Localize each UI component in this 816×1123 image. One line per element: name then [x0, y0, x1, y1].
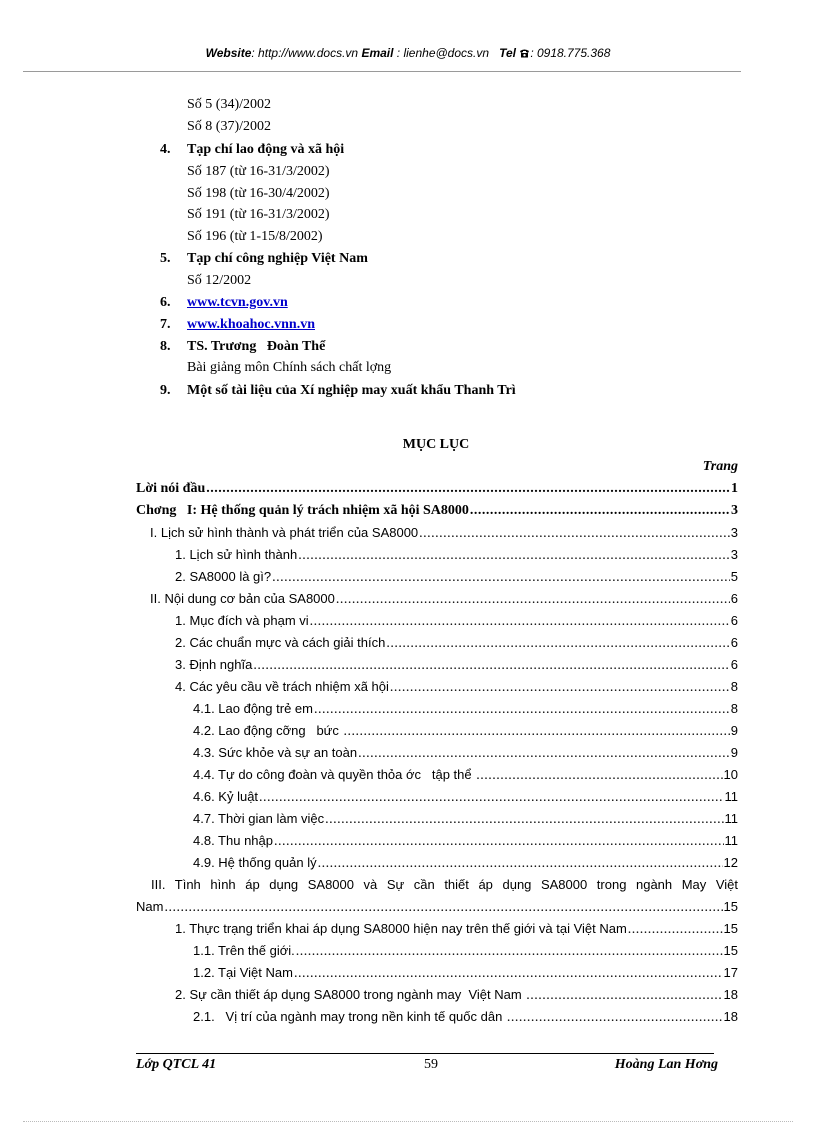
toc-entry[interactable]	[193, 745, 738, 765]
toc-entry-text: 2. Các chuẩn mực và cách giải thích	[175, 635, 386, 650]
ref-number: 5.	[160, 251, 171, 266]
ref-number: 8.	[160, 339, 171, 354]
toc-entry-page: 17	[723, 965, 738, 980]
toc-entry-page: 3	[731, 503, 738, 518]
toc-entry-text: 4.6. Kỷ luật	[193, 789, 259, 804]
toc-entry-text: 3. Định nghĩa	[175, 657, 253, 672]
ref-title: Tạp chí công nghiệp Việt Nam	[187, 251, 368, 266]
toc-entry-text: 2. Sự cần thiết áp dụng SA8000 trong ngành may Việt Nam	[175, 987, 526, 1002]
toc-entry-text: II. Nội dung cơ bản của SA8000	[150, 591, 335, 606]
toc-entry-text: 4.8. Thu nhập	[193, 833, 273, 848]
toc-entry-text: 1.2. Tại Việt Nam	[193, 965, 293, 980]
toc-entry[interactable]	[150, 525, 738, 545]
toc-entry-page: 6	[730, 657, 738, 672]
toc-title: MỤC LỤC	[402, 437, 470, 452]
toc-entry-page: 15	[723, 921, 738, 936]
toc-entry-text: Lời nói đầu	[136, 481, 206, 496]
toc-entry-page: 11	[724, 833, 738, 848]
toc-entry[interactable]	[193, 811, 738, 831]
toc-entry[interactable]	[175, 987, 738, 1007]
toc-entry-text-cont: Nam	[136, 899, 164, 914]
toc-entry-text: 1. Lịch sử hình thành	[175, 547, 298, 562]
toc-entry-page: 1	[731, 481, 738, 496]
toc-page-column-label: Trang	[702, 459, 738, 474]
toc-entry-page: 18	[723, 1009, 738, 1024]
ref-sub: Số 5 (34)/2002	[187, 97, 271, 112]
toc-entry-page: 10	[723, 767, 738, 782]
toc-entry-page: 6	[730, 635, 738, 650]
toc-entry-text: 4.4. Tự do công đoàn và quyền thỏa ớc tập thể	[193, 767, 476, 782]
toc-entry-page: 18	[723, 987, 738, 1002]
page-number: 59	[424, 1057, 438, 1072]
toc-entry-text-wrapped[interactable]: III. Tình hình áp dụng SA8000 và Sự cần thiết áp dụng SA8000 trong ngành May Việt	[151, 877, 738, 892]
toc-entry[interactable]	[136, 899, 738, 919]
toc-entry-text: 1. Thực trạng triển khai áp dụng SA8000 hiện nay trên thế giới và tại Việt Nam	[175, 921, 627, 936]
website-label: Website	[205, 46, 252, 60]
ref-sub: Bài giảng môn Chính sách chất lợng	[187, 360, 392, 375]
ref-link-tcvn[interactable]: www.tcvn.gov.vn	[187, 295, 288, 310]
toc-entry[interactable]	[175, 613, 738, 633]
toc-entry[interactable]	[175, 547, 738, 567]
toc-entry[interactable]	[136, 481, 738, 501]
page-header	[0, 46, 816, 60]
page-edge-divider	[23, 1121, 793, 1122]
ref-link-khoahoc[interactable]: www.khoahoc.vnn.vn	[187, 317, 315, 332]
ref-number: 9.	[160, 383, 171, 398]
toc-entry[interactable]	[193, 1009, 738, 1029]
ref-sub: Số 12/2002	[187, 273, 252, 288]
toc-entry[interactable]	[150, 591, 738, 611]
toc-entry-text: 4.7. Thời gian làm việc	[193, 811, 325, 826]
ref-sub: Số 198 (từ 16-30/4/2002)	[187, 186, 330, 201]
ref-title: Tạp chí lao động và xã hội	[187, 142, 345, 157]
toc-entry-text: 4.2. Lao động cỡng bức	[193, 723, 343, 738]
tel-value: : 0918.775.368	[530, 46, 611, 60]
toc-entry-page: 12	[723, 855, 738, 870]
toc-entry[interactable]	[193, 833, 738, 853]
ref-sub: Số 196 (từ 1-15/8/2002)	[187, 229, 323, 244]
toc-entry-page: 8	[730, 679, 738, 694]
toc-entry-page: 15	[723, 899, 738, 914]
toc-entry[interactable]	[193, 855, 738, 875]
toc-entry[interactable]	[193, 789, 738, 809]
toc-entry[interactable]	[175, 569, 738, 589]
toc-entry-page: 8	[730, 701, 738, 716]
toc-entry-text: 2. SA8000 là gì?	[175, 569, 272, 584]
toc-entry[interactable]	[193, 767, 738, 787]
tel-label: Tel	[499, 46, 516, 60]
ref-number: 4.	[160, 142, 171, 157]
toc-entry-text: 1.1. Trên thế giới.	[193, 943, 295, 958]
email-label: Email	[361, 46, 394, 60]
telephone-icon	[519, 47, 530, 57]
website-value: : http://www.docs.vn	[251, 46, 359, 60]
toc-entry[interactable]	[175, 921, 738, 941]
toc-entry[interactable]	[175, 657, 738, 677]
toc-entry-page: 3	[730, 525, 738, 540]
toc-entry-text: 4. Các yêu cầu về trách nhiệm xã hội	[175, 679, 389, 694]
toc-entry[interactable]	[175, 635, 738, 655]
toc-entry[interactable]	[136, 503, 738, 523]
toc-entry-page: 11	[724, 811, 738, 826]
toc-entry-text: 2.1. Vị trí của ngành may trong nền kinh tế quốc dân	[193, 1009, 506, 1024]
toc-entry-text: 1. Mục đích và phạm vi	[175, 613, 309, 628]
toc-entry-page: 5	[730, 569, 738, 584]
toc-entry-page: 9	[730, 745, 738, 760]
toc-entry-page: 15	[723, 943, 738, 958]
email-value: : lienhe@docs.vn	[393, 46, 490, 60]
toc-entry-page: 6	[730, 613, 738, 628]
ref-sub: Số 187 (từ 16-31/3/2002)	[187, 164, 330, 179]
footer-class: Lớp QTCL 41	[136, 1057, 217, 1072]
toc-entry-page: 3	[730, 547, 738, 562]
ref-sub: Số 191 (từ 16-31/3/2002)	[187, 207, 330, 222]
footer-author: Hoàng Lan Hơng	[614, 1057, 718, 1072]
toc-entry[interactable]	[175, 679, 738, 699]
toc-entry-text: I. Lịch sử hình thành và phát triển của SA8000	[150, 525, 419, 540]
toc-entry[interactable]	[193, 965, 738, 985]
toc-entry[interactable]	[193, 701, 738, 721]
ref-title: Một số tài liệu của Xí nghiệp may xuất khẩu Thanh Trì	[187, 383, 516, 398]
toc-entry-page: 11	[724, 789, 738, 804]
ref-sub: Số 8 (37)/2002	[187, 119, 271, 134]
ref-title: TS. Trương Đoàn Thể	[187, 339, 326, 354]
toc-entry[interactable]	[193, 723, 738, 743]
header-rule	[23, 71, 741, 72]
toc-entry-page: 9	[730, 723, 738, 738]
footer-rule	[136, 1053, 714, 1054]
toc-entry-text: 4.1. Lao động trẻ em	[193, 701, 313, 716]
toc-entry-text: 4.9. Hệ thống quản lý	[193, 855, 317, 870]
ref-number: 6.	[160, 295, 171, 310]
toc-entry[interactable]	[193, 943, 738, 963]
toc-entry-page: 6	[730, 591, 738, 606]
toc-entry-text: Chơng I: Hệ thống quản lý trách nhiệm xã hội SA8000	[136, 503, 469, 518]
ref-number: 7.	[160, 317, 171, 332]
toc-entry-text: 4.3. Sức khỏe và sự an toàn	[193, 745, 358, 760]
